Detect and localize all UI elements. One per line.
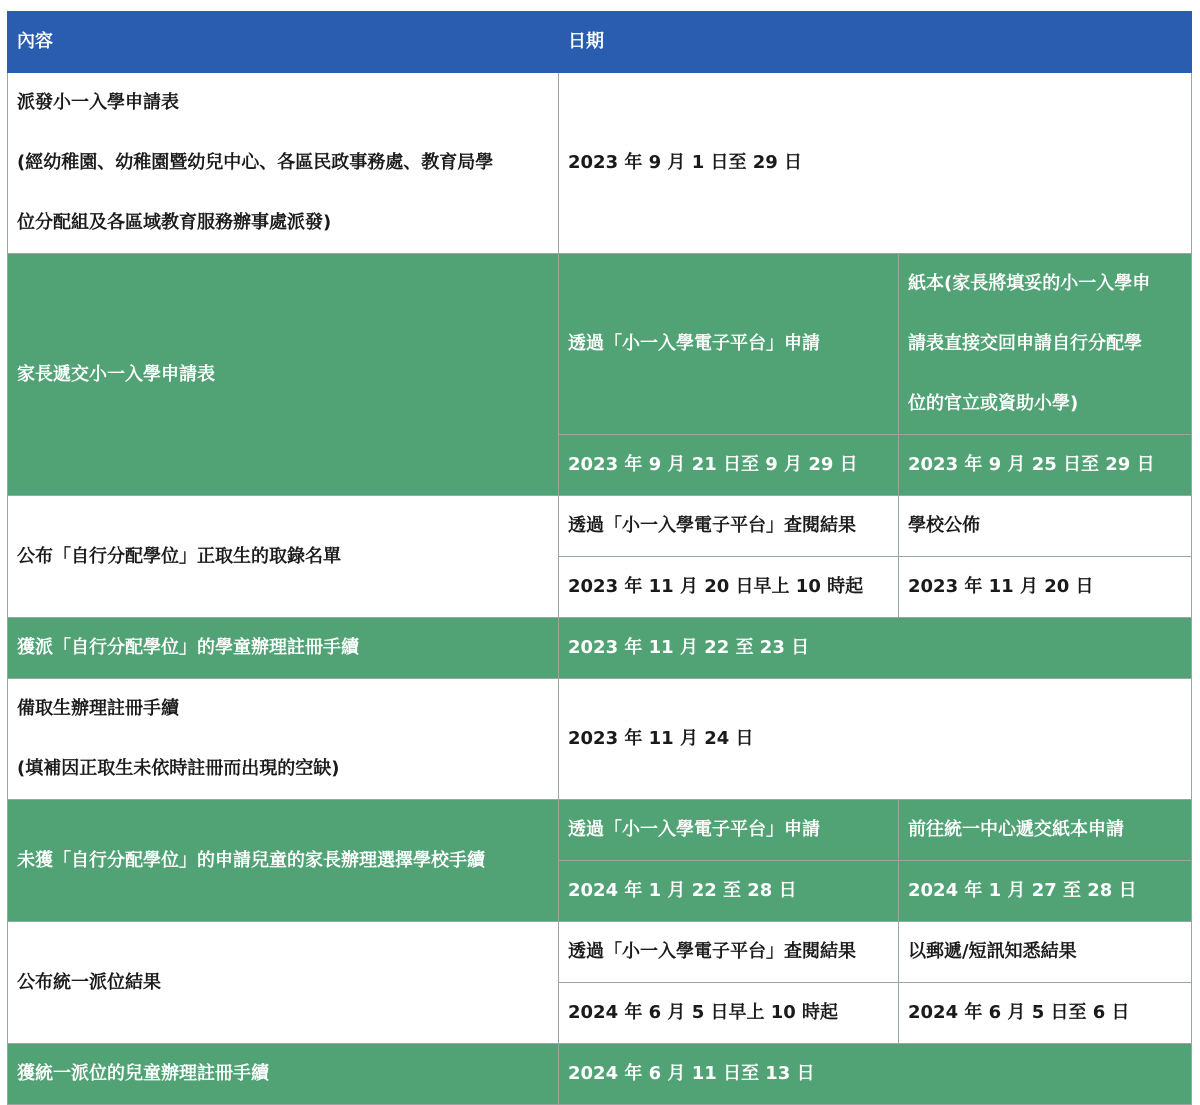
- row4-date: 2023 年 11 月 22 至 23 日: [559, 618, 1192, 679]
- table-row: [8, 254, 1192, 435]
- table-row: [8, 922, 1192, 983]
- row1-date: 2023 年 9 月 1 日至 29 日: [559, 73, 1192, 254]
- row6-center-label: 前往統一中心遞交紙本申請: [899, 800, 1192, 861]
- row7-online-date: 2024 年 6 月 5 日早上 10 時起: [559, 983, 899, 1044]
- row2-paper-line: 位的官立或資助小學): [908, 393, 1079, 414]
- row1-item: [8, 73, 559, 254]
- row2-online-date: 2023 年 9 月 21 日至 9 月 29 日: [559, 435, 899, 496]
- row2-item: 家長遞交小一入學申請表: [8, 254, 559, 496]
- header-row: [8, 12, 1192, 73]
- row6-item: 未獲「自行分配學位」的申請兒童的家長辦理選擇學校手續: [8, 800, 559, 922]
- row3-school-label[interactable]: 學校公佈: [899, 496, 1192, 557]
- row6-online-label: 透過「小一入學電子平台」申請: [559, 800, 899, 861]
- row3-online-date: 2023 年 11 月 20 日早上 10 時起: [559, 557, 899, 618]
- row2-paper-date: 2023 年 9 月 25 日至 29 日: [899, 435, 1192, 496]
- row5-date: 2023 年 11 月 24 日: [559, 679, 1192, 800]
- row8-item: 獲統一派位的兒童辦理註冊手續: [8, 1044, 559, 1105]
- row3-item: 公布「自行分配學位」正取生的取錄名單: [8, 496, 559, 618]
- row7-mail-date: 2024 年 6 月 5 日至 6 日: [899, 983, 1192, 1044]
- header-content: 內容: [8, 12, 559, 73]
- row2-paper-line: 紙本(家長將填妥的小一入學申: [908, 273, 1151, 294]
- header-date: 日期: [559, 12, 1192, 73]
- row6-center-date: 2024 年 1 月 27 至 28 日: [899, 861, 1192, 922]
- table-row: [8, 679, 1192, 800]
- row5-item-line: 備取生辦理註冊手續: [17, 698, 179, 719]
- table-row: [8, 496, 1192, 557]
- row5-item: [8, 679, 559, 800]
- row8-date: 2024 年 6 月 11 日至 13 日: [559, 1044, 1192, 1105]
- row4-item: 獲派「自行分配學位」的學童辦理註冊手續: [8, 618, 559, 679]
- row7-item: 公布統一派位結果: [8, 922, 559, 1044]
- row2-paper-label: [899, 254, 1192, 435]
- row6-online-date: 2024 年 1 月 22 至 28 日: [559, 861, 899, 922]
- table-row: [8, 73, 1192, 254]
- row3-online-label: 透過「小一入學電子平台」查閱結果: [559, 496, 899, 557]
- row7-online-label: 透過「小一入學電子平台」查閱結果: [559, 922, 899, 983]
- row2-online-label: 透過「小一入學電子平台」申請: [559, 254, 899, 435]
- row3-school-date: 2023 年 11 月 20 日: [899, 557, 1192, 618]
- row1-item-line: (經幼稚園、幼稚園暨幼兒中心、各區民政事務處、教育局學: [17, 152, 494, 173]
- schedule-table: [7, 11, 1192, 1105]
- row1-item-line: 位分配組及各區域教育服務辦事處派發): [17, 212, 332, 233]
- row1-item-line: 派發小一入學申請表: [17, 92, 179, 113]
- row2-paper-line: 請表直接交回申請自行分配學: [908, 333, 1142, 354]
- table-row: [8, 618, 1192, 679]
- table-row: [8, 800, 1192, 861]
- row5-item-line: (填補因正取生未依時註冊而出現的空缺): [17, 758, 340, 779]
- table-row: [8, 1044, 1192, 1105]
- row7-mail-label: 以郵遞/短訊知悉結果: [899, 922, 1192, 983]
